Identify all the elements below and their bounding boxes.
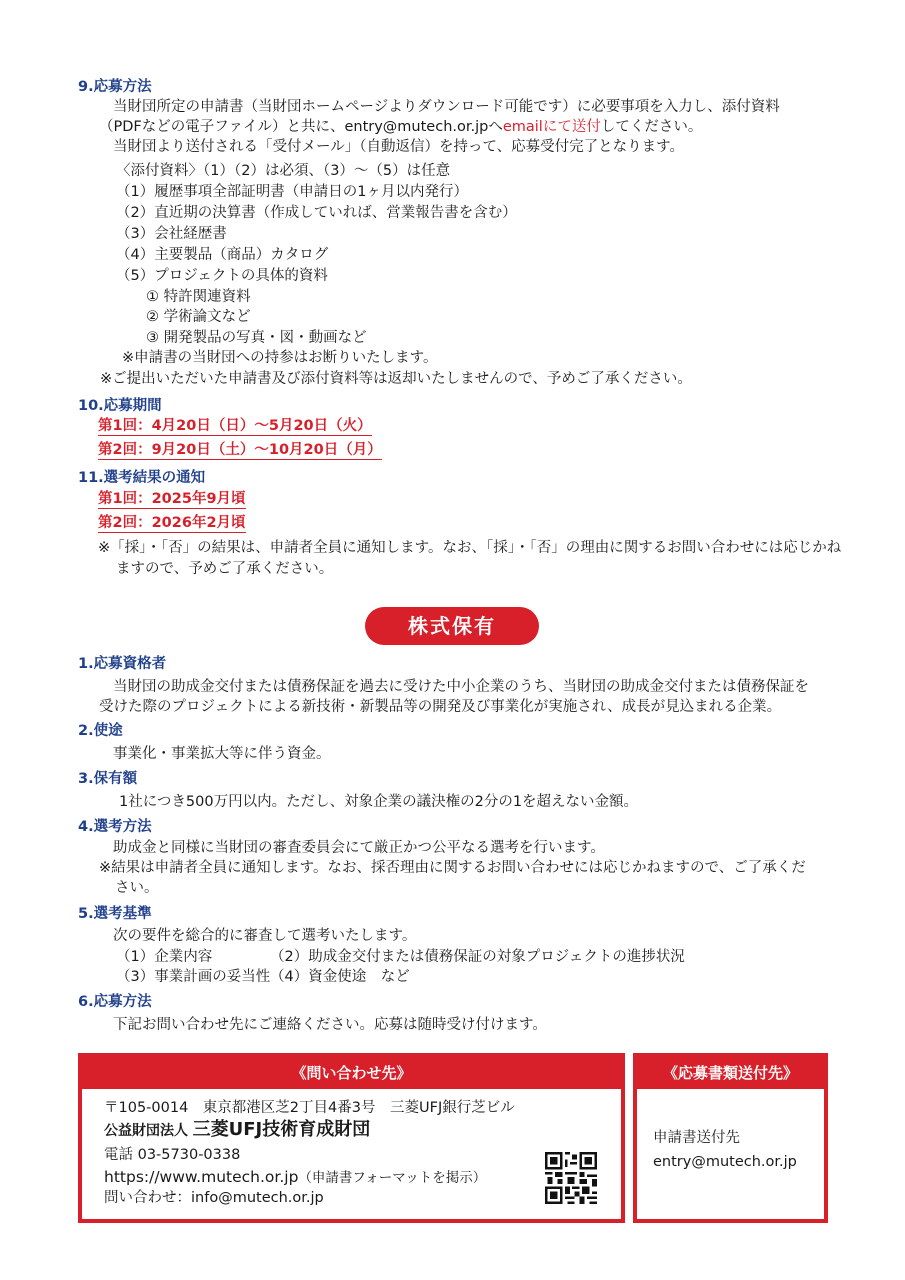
result-round-2: 第2回：2026年2月頃: [98, 515, 246, 531]
contact-url-line: https://www.mutech.or.jp（申請書フォーマットを掲示）: [104, 1168, 487, 1186]
contact-box-header: 《問い合わせ先》: [82, 1057, 621, 1089]
stock-criteria-title: 5.選考基準: [78, 906, 152, 922]
contact-phone: 電話 03-5730-0338: [104, 1147, 241, 1163]
contact-organization: 公益財団法人 三菱UFJ技術育成財団: [104, 1119, 371, 1140]
note-no-delivery: ※申請書の当財団への持参はお断りいたします。: [122, 350, 438, 366]
submission-label: 申請書送付先: [653, 1130, 740, 1146]
s9-line2: （PDFなどの電子ファイル）と共に、entry@mutech.or.jpへemailにて送付してください。: [99, 119, 703, 135]
criteria-4: （4）資金使途 など: [270, 969, 410, 985]
stock-selection-line3: さい。: [115, 880, 159, 896]
stock-amount-text: 1社につき500万円以内。ただし、対象企業の議決権の2分の1を超えない金額。: [119, 794, 639, 810]
stock-apply-title: 6.応募方法: [78, 994, 152, 1010]
attachment-3: （3）会社経歴書: [116, 226, 227, 242]
stock-criteria-intro: 次の要件を総合的に審査して選考いたします。: [113, 928, 417, 944]
result-round-1: 第1回：2025年9月頃: [98, 491, 246, 507]
criteria-2: （2）助成金交付または債務保証の対象プロジェクトの進捗状況: [270, 949, 685, 965]
period-round-1: 第1回：4月20日（日）～5月20日（火）: [98, 418, 372, 434]
attachment-2: （2）直近期の決算書（作成していれば、営業報告書を含む）: [116, 205, 517, 221]
contact-address: 〒105-0014 東京都港区芝2丁目4番3号 三菱UFJ銀行芝ビル: [104, 1100, 515, 1116]
stock-eligibility-line2: 受けた際のプロジェクトによる新技術・新製品等の開発及び事業化が実施され、成長が見込まれる企業。: [99, 699, 782, 715]
stock-usage-text: 事業化・事業拡大等に伴う資金。: [113, 746, 331, 762]
section-11-title: 11.選考結果の通知: [78, 470, 206, 486]
s9-line3: 当財団より送付される「受付メール」（自動返信）を持って、応募受付完了となります。: [113, 139, 685, 155]
attachment-header: 〈添付資料〉（1）（2）は必須、（3）～（5）は任意: [116, 163, 451, 179]
attachment-5-sub2: ② 学術論文など: [146, 309, 251, 325]
contact-email[interactable]: 問い合わせ：info@mutech.or.jp: [104, 1190, 324, 1206]
stock-selection-line2: ※結果は申請者全員に通知します。なお、採否理由に関するお問い合わせには応じかねますので、ご了承くだ: [99, 860, 806, 876]
section-10-title: 10.応募期間: [78, 398, 162, 414]
attachment-5-sub1: ① 特許関連資料: [146, 289, 251, 305]
stock-usage-title: 2.使途: [78, 723, 123, 739]
attachment-5: （5）プロジェクトの具体的資料: [116, 268, 328, 284]
stock-eligibility-title: 1.応募資格者: [78, 656, 167, 672]
email-send-highlight: emailにて送付: [502, 119, 601, 135]
stock-selection-title: 4.選考方法: [78, 819, 152, 835]
submission-box-header: 《応募書類送付先》: [637, 1057, 824, 1089]
attachment-4: （4）主要製品（商品）カタログ: [116, 247, 329, 263]
attachment-1: （1）履歴事項全部証明書（申請日の1ヶ月以内発行）: [116, 184, 468, 200]
stock-selection-line1: 助成金と同様に当財団の審査委員会にて厳正かつ公平なる選考を行います。: [113, 840, 605, 856]
stock-holding-badge: 株式保有: [365, 607, 539, 645]
result-note-line1: ※「採」・「否」の結果は、申請者全員に通知します。なお、「採」・「否」の理由に関するお問い合わせには応じかね: [98, 540, 842, 556]
result-note-line2: ますので、予めご了承ください。: [116, 561, 334, 577]
contact-url-link[interactable]: https://www.mutech.or.jp: [104, 1168, 299, 1186]
section-9-title: 9.応募方法: [78, 79, 152, 95]
attachment-5-sub3: ③ 開発製品の写真・図・動画など: [146, 330, 367, 346]
qr-code-icon: [545, 1152, 597, 1204]
submission-email[interactable]: entry@mutech.or.jp: [653, 1154, 797, 1170]
stock-apply-text: 下記お問い合わせ先にご連絡ください。応募は随時受け付けます。: [113, 1017, 547, 1033]
criteria-3: （3）事業計画の妥当性: [116, 969, 271, 985]
stock-amount-title: 3.保有額: [78, 771, 138, 787]
period-round-2: 第2回：9月20日（土）～10月20日（月）: [98, 442, 382, 458]
note-no-return: ※ご提出いただいた申請書及び添付資料等は返却いたしませんので、予めご了承ください。: [100, 371, 692, 387]
stock-eligibility-line1: 当財団の助成金交付または債務保証を過去に受けた中小企業のうち、当財団の助成金交付または債務保証を: [113, 679, 809, 695]
criteria-1: （1）企業内容: [116, 949, 213, 965]
s9-line1: 当財団所定の申請書（当財団ホームページよりダウンロード可能です）に必要事項を入力し、添付資料: [113, 99, 780, 115]
